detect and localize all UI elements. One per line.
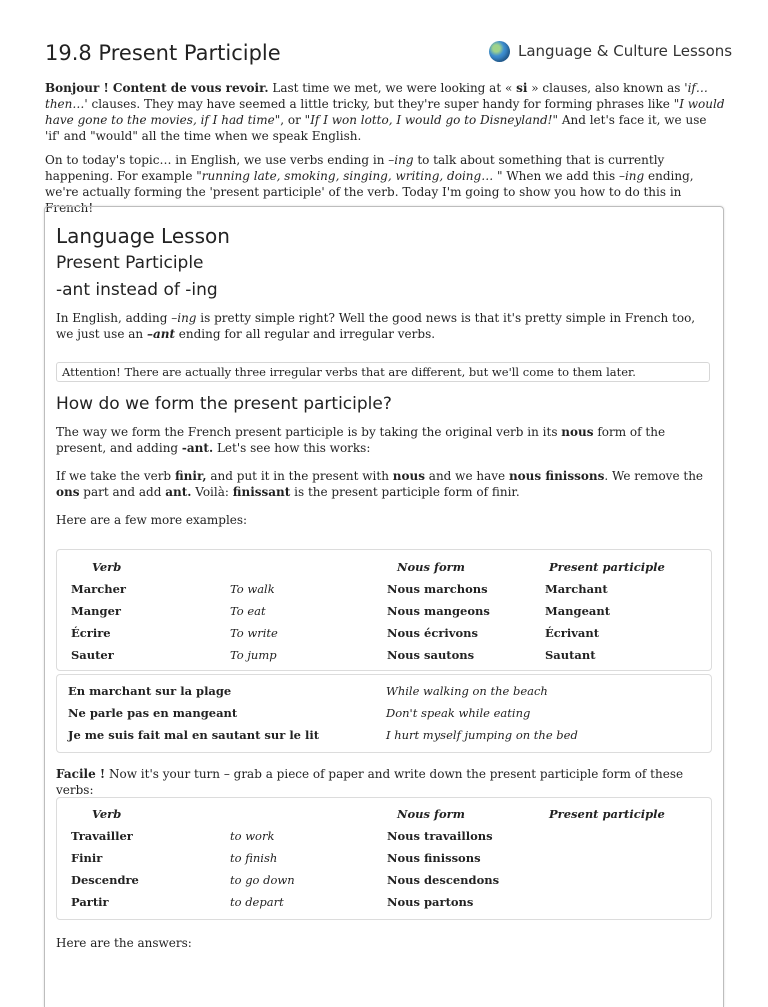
- sentence-french: Ne parle pas en mangeant: [68, 706, 238, 720]
- table-cell: Descendre: [71, 873, 139, 887]
- table-cell: Nous finissons: [387, 851, 481, 865]
- sentence-english: While walking on the beach: [386, 684, 548, 698]
- table-cell: Manger: [71, 604, 121, 618]
- table-cell: Nous travaillons: [387, 829, 493, 843]
- table-header-present-participle: Present participle: [549, 807, 665, 821]
- answers-intro: Here are the answers:: [56, 936, 192, 950]
- table-header-present-participle: Present participle: [549, 560, 665, 574]
- sentence-french: Je me suis fait mal en sautant sur le lit: [68, 728, 320, 742]
- table-cell: to depart: [230, 895, 284, 909]
- table-cell: Finir: [71, 851, 103, 865]
- attention-note: Attention! There are actually three irregular verbs that are different, but we'll come to them later.: [56, 362, 710, 382]
- table-cell: Écrire: [71, 626, 111, 640]
- table-cell: To jump: [230, 648, 277, 662]
- how-paragraph-2: If we take the verb finir, and put it in the present with nous and we have nous finissons. We remove the ons part and add ant. Voilà: finissant is the present participle form of finir.: [56, 469, 704, 499]
- table-cell: Nous sautons: [387, 648, 475, 662]
- table-cell: Écrivant: [545, 626, 600, 640]
- table-cell: to go down: [230, 873, 295, 887]
- lesson-paragraph-1: In English, adding –ing is pretty simple right? Well the good news is that it's pretty simple in French too, we just use an –ant ending for all regular and irregular verbs.: [56, 311, 696, 341]
- table-header-verb: Verb: [92, 807, 122, 821]
- table-cell: Nous écrivons: [387, 626, 478, 640]
- table-header-verb: Verb: [92, 560, 122, 574]
- lesson-heading: Language Lesson: [56, 224, 230, 248]
- table-cell: Marcher: [71, 582, 126, 596]
- table-cell: To eat: [230, 604, 266, 618]
- table-cell: Nous mangeons: [387, 604, 490, 618]
- sentence-english: Don't speak while eating: [386, 706, 531, 720]
- table-cell: Travailler: [71, 829, 133, 843]
- examples-intro: Here are a few more examples:: [56, 513, 248, 527]
- table-header-nous-form: Nous form: [397, 560, 465, 574]
- brand-link[interactable]: [489, 39, 732, 63]
- globe-icon: [489, 41, 510, 62]
- lesson-subheading-2: -ant instead of -ing: [56, 280, 218, 300]
- how-paragraph-1: The way we form the French present participle is by taking the original verb in its nous form of the present, and adding -ant. Let's see how this works:: [56, 425, 666, 455]
- table-cell: Partir: [71, 895, 109, 909]
- table-cell: To write: [230, 626, 278, 640]
- table-cell: Marchant: [545, 582, 608, 596]
- table-cell: To walk: [230, 582, 275, 596]
- intro-paragraph-2: On to today's topic… in English, we use verbs ending in –ing to talk about something that is currently happening. For example "running late, smoking, singing, writing, doing… " When we add this –ing ending, we're actually forming the 'present participle' of the verb. Today I'm going to show you how to do this in French!: [45, 153, 694, 215]
- table-cell: to finish: [230, 851, 278, 865]
- table-cell: Sautant: [545, 648, 596, 662]
- brand-label: Language & Culture Lessons: [518, 42, 733, 60]
- table-cell: Nous descendons: [387, 873, 500, 887]
- page-title: 19.8 Present Participle: [45, 41, 281, 65]
- exercise-intro: Facile ! Now it's your turn – grab a piece of paper and write down the present participle form of these verbs:: [56, 767, 684, 797]
- sentence-french: En marchant sur la plage: [68, 684, 232, 698]
- table-cell: to work: [230, 829, 275, 843]
- sentence-english: I hurt myself jumping on the bed: [386, 728, 578, 742]
- table-cell: Sauter: [71, 648, 114, 662]
- lesson-subheading: Present Participle: [56, 253, 204, 273]
- table-cell: Mangeant: [545, 604, 611, 618]
- intro-paragraph-1: Bonjour ! Content de vous revoir. Last time we met, we were looking at « si » clauses, also known as 'if…then…' clauses. They may have seemed a little tricky, but they're super handy for forming phrases like "I would have gone to the movies, if I had time", or "If I won lotto, I would go to Disneyland!" And let's face it, we use 'if' and "would" all the time when we speak English.: [45, 81, 725, 143]
- table-header-nous-form: Nous form: [397, 807, 465, 821]
- how-heading: How do we form the present participle?: [56, 394, 392, 414]
- table-cell: Nous partons: [387, 895, 474, 909]
- table-cell: Nous marchons: [387, 582, 488, 596]
